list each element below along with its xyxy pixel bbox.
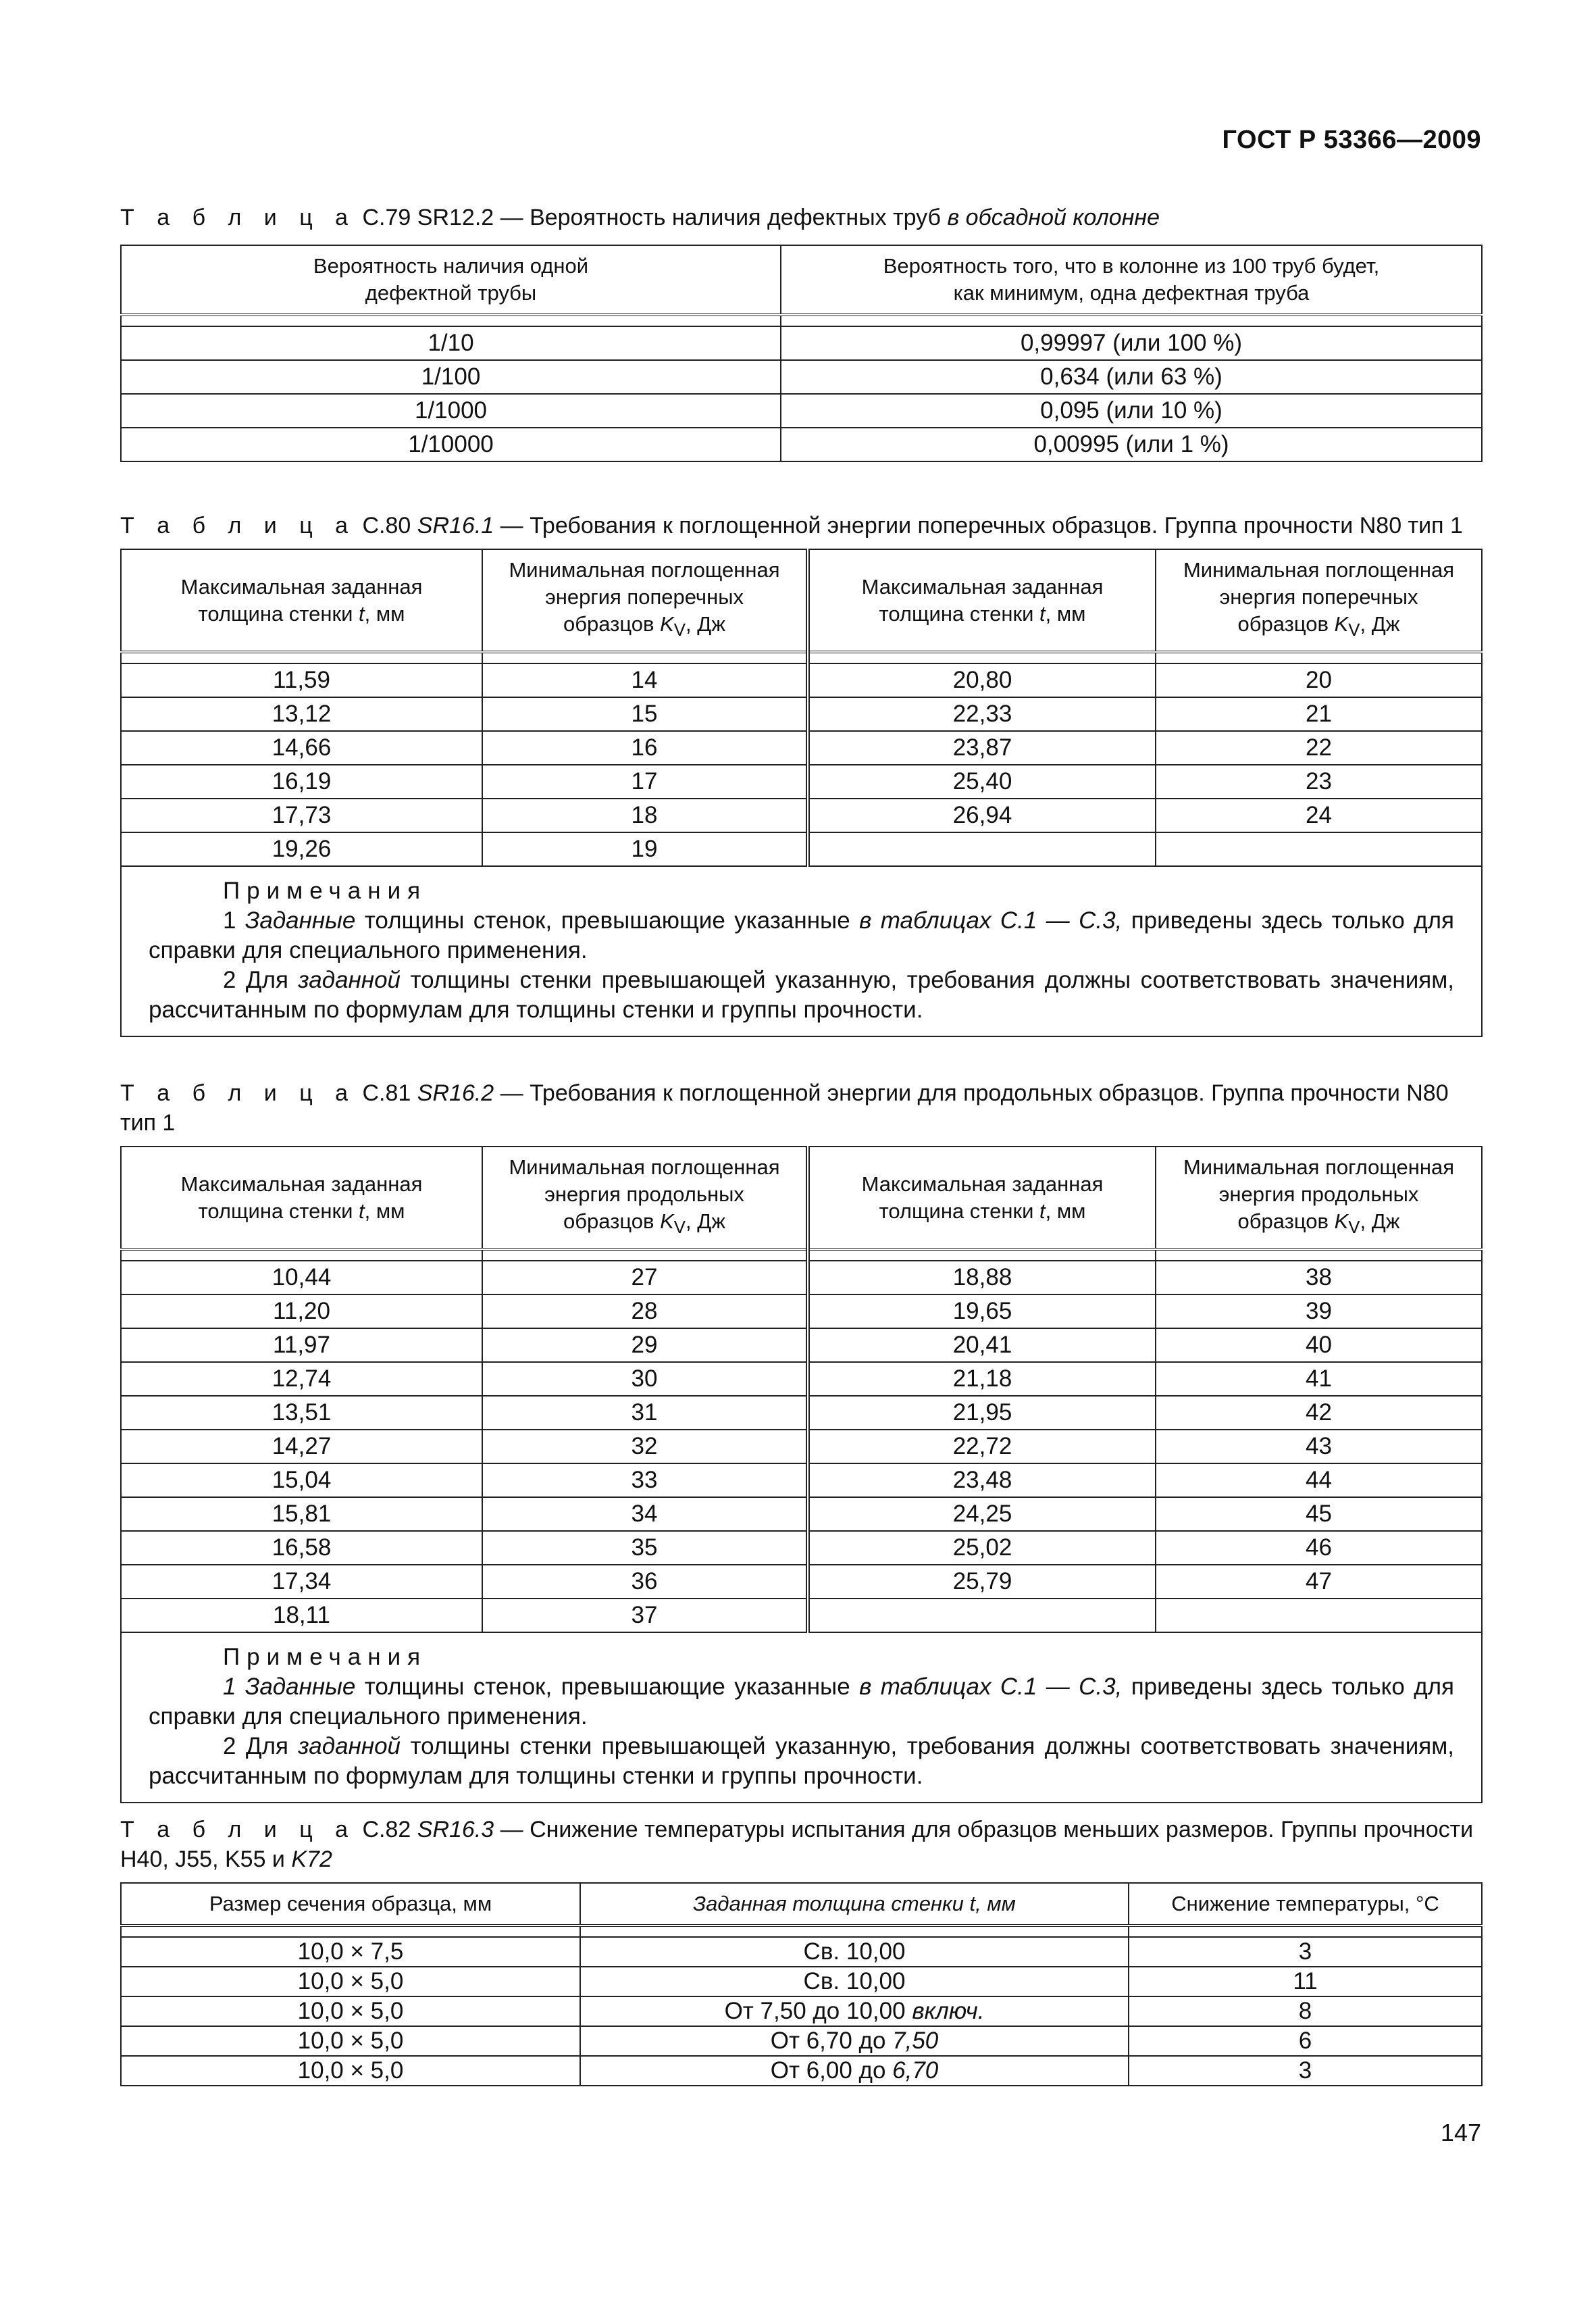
- table-cell: 23: [1156, 765, 1482, 799]
- table-row: [121, 799, 1482, 832]
- table-cell: 13,12: [121, 697, 482, 731]
- table-row: [121, 1531, 1482, 1565]
- header-line: Минимальная поглощенная: [1183, 558, 1455, 582]
- table-cell: 45: [1156, 1497, 1482, 1531]
- header-line: , мм: [364, 601, 405, 626]
- table-cell: 14,27: [121, 1430, 482, 1463]
- symbol-sub: V: [673, 1218, 686, 1238]
- caption-code: SR16.3: [417, 1817, 494, 1842]
- note-1: [149, 1672, 1454, 1732]
- caption-text: — Требования к поглощенной энергии поперечных образцов. Группа прочности N80 тип 1: [494, 513, 1463, 538]
- table-cell: 8: [1129, 1996, 1482, 2026]
- table-row: [121, 326, 1482, 360]
- table-cell: 0,99997 (или 100 %): [781, 326, 1482, 360]
- note-2: [149, 1732, 1454, 1791]
- table-cell: [580, 2026, 1129, 2056]
- table-cell: 25,40: [808, 765, 1156, 799]
- table-row: [121, 394, 1482, 428]
- table-row: [121, 1328, 1482, 1362]
- caption-italic: K72: [291, 1846, 332, 1872]
- table-cell: 30: [482, 1362, 808, 1396]
- table-cell: 35: [482, 1531, 808, 1565]
- header-line: образцов: [1237, 1209, 1335, 1233]
- table-cell: 22,33: [808, 697, 1156, 731]
- table-cell: 17,34: [121, 1565, 482, 1599]
- table-cell: [580, 1996, 1129, 2026]
- table-cell: 10,0 × 5,0: [121, 1996, 580, 2026]
- table-cell: 21,95: [808, 1396, 1156, 1430]
- header-wall-thickness: [580, 1883, 1129, 1926]
- header-line: , Дж: [1360, 612, 1400, 636]
- table-cell: 11,97: [121, 1328, 482, 1362]
- note-2: [149, 965, 1454, 1025]
- table-cell: 16,58: [121, 1531, 482, 1565]
- table-cell: 10,0 × 5,0: [121, 2056, 580, 2086]
- table-cell: [808, 1599, 1156, 1632]
- table-row: [121, 1599, 1482, 1632]
- table-cell: 47: [1156, 1565, 1482, 1599]
- table-cell: 32: [482, 1430, 808, 1463]
- table-row: [121, 1362, 1482, 1396]
- table-cell: 0,634 (или 63 %): [781, 360, 1482, 394]
- table-cell: 21: [1156, 697, 1482, 731]
- table-c81: [120, 1146, 1483, 1803]
- caption-italic: в обсадной колонне: [947, 205, 1160, 230]
- table-cell: 34: [482, 1497, 808, 1531]
- cell-text: Св. 10,00: [803, 1938, 906, 1965]
- header-line: Минимальная поглощенная: [509, 558, 780, 582]
- header-line: энергия продольных: [1218, 1182, 1419, 1206]
- table-c82: [120, 1882, 1483, 2086]
- table-cell: 1/1000: [121, 394, 781, 428]
- table-cell: 11,20: [121, 1294, 482, 1328]
- caption-number: С.81: [362, 1080, 417, 1106]
- header-max-thickness: [808, 1147, 1156, 1249]
- table-cell: [808, 832, 1156, 866]
- symbol-sub: V: [1348, 621, 1360, 640]
- table-cell: 19,26: [121, 832, 482, 866]
- table-cell: 22: [1156, 731, 1482, 765]
- table-cell: 0,00995 (или 1 %): [781, 428, 1482, 461]
- table-row: [121, 1565, 1482, 1599]
- table-cell: 37: [482, 1599, 808, 1632]
- cell-text: От 6,00 до: [770, 2057, 893, 2084]
- table-cell: 31: [482, 1396, 808, 1430]
- table-cell: 23,87: [808, 731, 1156, 765]
- caption-label: Т а б л и ц а: [120, 1080, 357, 1106]
- table-row: [121, 1967, 1482, 1996]
- note-text: толщины стенок, превышающие указанные: [355, 907, 860, 934]
- symbol-sub: V: [1348, 1218, 1360, 1238]
- table-cell: 0,095 (или 10 %): [781, 394, 1482, 428]
- table-cell: 42: [1156, 1396, 1482, 1430]
- cell-italic: включ.: [912, 1998, 985, 2024]
- table-cell: [580, 1967, 1129, 1996]
- table-row: [121, 1996, 1482, 2026]
- caption-text: — Требования к поглощенной энергии для продольных образцов. Группа прочности N80 тип 1: [120, 1080, 1449, 1136]
- symbol-t: t: [359, 601, 365, 626]
- table-row: [121, 832, 1482, 866]
- table-c81-caption: [120, 1078, 1481, 1138]
- table-cell: 28: [482, 1294, 808, 1328]
- table-row: [121, 765, 1482, 799]
- table-cell: 3: [1129, 2056, 1482, 2086]
- table-cell: 44: [1156, 1463, 1482, 1497]
- cell-italic: 6,70: [892, 2057, 939, 2084]
- header-min-energy: [482, 549, 808, 652]
- table-cell: 13,51: [121, 1396, 482, 1430]
- header-line: , Дж: [686, 612, 725, 636]
- table-row: [121, 2026, 1482, 2056]
- table-cell: 36: [482, 1565, 808, 1599]
- header-max-thickness: [121, 549, 482, 652]
- cell-text: От 7,50 до 10,00: [724, 1998, 912, 2024]
- table-cell: 6: [1129, 2026, 1482, 2056]
- symbol-k: K: [660, 1209, 674, 1233]
- note-1: [149, 906, 1454, 965]
- table-cell: [580, 1937, 1129, 1967]
- note-italic: заданной: [298, 967, 401, 994]
- header-specimen-size: Размер сечения образца, мм: [121, 1883, 580, 1926]
- table-cell: 40: [1156, 1328, 1482, 1362]
- header-line: дефектной трубы: [365, 281, 537, 305]
- note-text: 2 Для: [223, 1733, 299, 1760]
- table-row: [121, 1396, 1482, 1430]
- symbol-k: K: [660, 612, 674, 636]
- table-row: [121, 1497, 1482, 1531]
- note-text: 2 Для: [223, 967, 299, 994]
- caption-number: С.82: [362, 1817, 417, 1842]
- table-cell: 10,0 × 5,0: [121, 1967, 580, 1996]
- table-cell: 1/10: [121, 326, 781, 360]
- table-c79: [120, 245, 1483, 462]
- symbol-t: t: [969, 1892, 976, 1915]
- table-row: [121, 360, 1482, 394]
- table-cell: 18: [482, 799, 808, 832]
- header-line: Максимальная заданная: [861, 1172, 1104, 1196]
- table-cell: 3: [1129, 1937, 1482, 1967]
- table-row: [121, 697, 1482, 731]
- table-cell: 23,48: [808, 1463, 1156, 1497]
- header-line: толщина стенки: [198, 1199, 359, 1223]
- table-cell: 39: [1156, 1294, 1482, 1328]
- header-line: Вероятность наличия одной: [313, 254, 589, 278]
- table-cell: 27: [482, 1261, 808, 1294]
- table-cell: 14: [482, 663, 808, 697]
- note-italic: в таблицах С.1 — С.3,: [859, 907, 1123, 934]
- caption-text: — Снижение температуры испытания для образцов меньших размеров. Группы прочности Н40, J55, K55 и: [120, 1817, 1474, 1872]
- caption-number: С.80: [362, 513, 417, 538]
- table-cell: 24: [1156, 799, 1482, 832]
- header-italic: , мм: [975, 1892, 1016, 1915]
- table-c80-caption: [120, 511, 1481, 540]
- header-line: как минимум, одна дефектная труба: [953, 281, 1310, 305]
- note-text: толщины стенки превышающей указанную, требования должны соответствовать значениям, рассчитанным по формулам для толщины стенки и группы прочности.: [149, 967, 1455, 1024]
- caption-label: Т а б л и ц а: [120, 513, 357, 538]
- note-text: толщины стенок, превышающие указанные: [355, 1674, 860, 1701]
- table-cell: 19,65: [808, 1294, 1156, 1328]
- header-line: Минимальная поглощенная: [509, 1155, 780, 1179]
- table-cell: [1156, 832, 1482, 866]
- page-number: 147: [1440, 2119, 1481, 2146]
- table-cell: 15: [482, 697, 808, 731]
- header-line: Максимальная заданная: [180, 574, 423, 599]
- table-cell: 1/100: [121, 360, 781, 394]
- header-min-energy: [482, 1147, 808, 1249]
- table-cell: 24,25: [808, 1497, 1156, 1531]
- table-cell: 18,11: [121, 1599, 482, 1632]
- table-cell: 14,66: [121, 731, 482, 765]
- table-cell: 41: [1156, 1362, 1482, 1396]
- table-cell: 11: [1129, 1967, 1482, 1996]
- symbol-t: t: [1039, 1199, 1046, 1223]
- notes-title: Примечания: [223, 1644, 428, 1671]
- table-cell: 29: [482, 1328, 808, 1362]
- table-cell: 10,44: [121, 1261, 482, 1294]
- table-cell: 25,79: [808, 1565, 1156, 1599]
- header-max-thickness: [121, 1147, 482, 1249]
- header-line: , мм: [364, 1199, 405, 1223]
- table-cell: 21,18: [808, 1362, 1156, 1396]
- table-cell: 20,41: [808, 1328, 1156, 1362]
- table-row: [121, 2056, 1482, 2086]
- header-probability-one: [121, 245, 781, 315]
- table-cell: [580, 2056, 1129, 2086]
- note-italic: в таблицах С.1 — С.3,: [859, 1674, 1123, 1701]
- table-cell: 26,94: [808, 799, 1156, 832]
- header-line: , мм: [1045, 601, 1086, 626]
- table-c82-caption: [120, 1815, 1481, 1874]
- table-row: [121, 1463, 1482, 1497]
- note-italic: заданной: [298, 1733, 401, 1760]
- header-line: Максимальная заданная: [861, 574, 1104, 599]
- table-cell: 15,81: [121, 1497, 482, 1531]
- table-row: [121, 428, 1482, 461]
- caption-number: С.79 SR12.2: [362, 205, 494, 230]
- table-cell: 17,73: [121, 799, 482, 832]
- note-text: приведены здесь только для справки для специального применения.: [149, 1674, 1454, 1730]
- note-text: 1: [223, 907, 245, 934]
- header-line: толщина стенки: [879, 601, 1039, 626]
- header-line: , Дж: [686, 1209, 725, 1233]
- table-cell: 12,74: [121, 1362, 482, 1396]
- header-line: Максимальная заданная: [180, 1172, 423, 1196]
- table-cell: 43: [1156, 1430, 1482, 1463]
- table-cell: [1156, 1599, 1482, 1632]
- caption-text: — Вероятность наличия дефектных труб: [494, 205, 948, 230]
- cell-italic: 7,50: [892, 2028, 939, 2054]
- header-line: толщина стенки: [198, 601, 359, 626]
- table-c80: [120, 549, 1483, 1037]
- table-row: [121, 663, 1482, 697]
- table-cell: 20: [1156, 663, 1482, 697]
- header-line: энергия поперечных: [1219, 585, 1418, 609]
- table-cell: 33: [482, 1463, 808, 1497]
- caption-code: SR16.2: [417, 1080, 494, 1106]
- table-cell: 46: [1156, 1531, 1482, 1565]
- note-text: толщины стенки превышающей указанную, требования должны соответствовать значениям, рассчитанным по формулам для толщины стенки и группы прочности.: [149, 1733, 1455, 1790]
- header-temperature-reduction: Снижение температуры, °С: [1129, 1883, 1482, 1926]
- note-italic: 1 Заданные: [223, 1674, 356, 1701]
- symbol-sub: V: [673, 621, 686, 640]
- header-line: Вероятность того, что в колонне из 100 труб будет,: [883, 254, 1380, 278]
- table-cell: 1/10000: [121, 428, 781, 461]
- table-cell: 25,02: [808, 1531, 1156, 1565]
- caption-label: Т а б л и ц а: [120, 205, 357, 230]
- table-cell: 22,72: [808, 1430, 1156, 1463]
- caption-code: SR16.1: [417, 513, 494, 538]
- standard-number: ГОСТ Р 53366—2009: [1222, 126, 1481, 154]
- header-line: Минимальная поглощенная: [1183, 1155, 1455, 1179]
- header-probability-column: [781, 245, 1482, 315]
- table-cell: 16,19: [121, 765, 482, 799]
- table-row: [121, 1937, 1482, 1967]
- header-line: энергия продольных: [544, 1182, 744, 1206]
- table-cell: 17: [482, 765, 808, 799]
- symbol-t: t: [359, 1199, 365, 1223]
- header-line: образцов: [563, 1209, 661, 1233]
- table-cell: 18,88: [808, 1261, 1156, 1294]
- table-cell: 10,0 × 5,0: [121, 2026, 580, 2056]
- note-italic: Заданные: [244, 907, 356, 934]
- symbol-k: K: [1334, 1209, 1349, 1233]
- table-cell: 16: [482, 731, 808, 765]
- table-cell: 10,0 × 7,5: [121, 1937, 580, 1967]
- table-cell: 15,04: [121, 1463, 482, 1497]
- header-line: , Дж: [1360, 1209, 1400, 1233]
- note-text: приведены здесь только для справки для специального применения.: [149, 907, 1454, 964]
- header-line: образцов: [563, 612, 661, 636]
- cell-text: От 6,70 до: [770, 2028, 893, 2054]
- header-max-thickness: [808, 549, 1156, 652]
- header-line: образцов: [1237, 612, 1335, 636]
- table-row: [121, 1294, 1482, 1328]
- table-row: [121, 731, 1482, 765]
- table-cell: 19: [482, 832, 808, 866]
- cell-text: Св. 10,00: [803, 1968, 906, 1994]
- table-cell: 11,59: [121, 663, 482, 697]
- notes-title: Примечания: [223, 878, 428, 905]
- header-min-energy: [1156, 549, 1482, 652]
- caption-label: Т а б л и ц а: [120, 1817, 357, 1842]
- table-row: [121, 1430, 1482, 1463]
- header-line: энергия поперечных: [544, 585, 744, 609]
- symbol-t: t: [1039, 601, 1046, 626]
- table-row: [121, 1261, 1482, 1294]
- symbol-k: K: [1334, 612, 1349, 636]
- table-cell: 38: [1156, 1261, 1482, 1294]
- header-italic: Заданная толщина стенки: [693, 1892, 970, 1915]
- header-line: толщина стенки: [879, 1199, 1039, 1223]
- table-c79-caption: [120, 203, 1481, 232]
- table-c80-notes: [121, 866, 1482, 1036]
- table-cell: 20,80: [808, 663, 1156, 697]
- table-c81-notes: [121, 1632, 1482, 1803]
- header-min-energy: [1156, 1147, 1482, 1249]
- header-line: , мм: [1045, 1199, 1086, 1223]
